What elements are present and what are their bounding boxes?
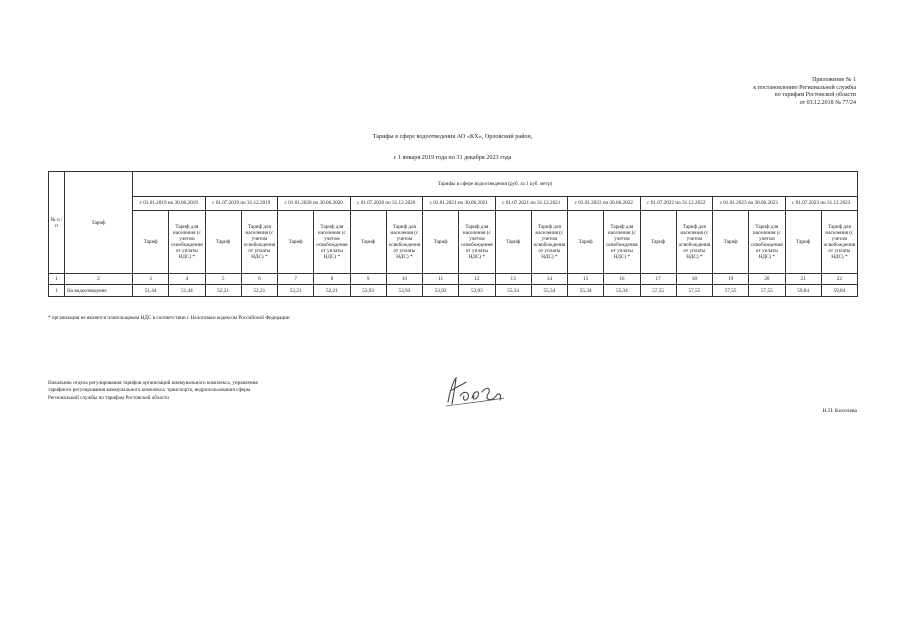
subheader-population-tariff: Тариф для населения (с учетом освобождения от уплаты НДС) * — [459, 211, 495, 274]
tariff-value: 52,21 — [205, 285, 241, 297]
column-number: 22 — [821, 274, 857, 285]
tariff-value: 53,93 — [459, 285, 495, 297]
header-tariff: Тариф — [65, 172, 133, 274]
subheader-tariff: Тариф — [640, 211, 676, 274]
tariff-value: 57,55 — [713, 285, 749, 297]
column-number: 9 — [350, 274, 386, 285]
document-title: Тарифы в сфере водоотведения АО «КХ», Орловский район, — [372, 133, 533, 140]
period-header: с 01.01.2021 по 30.06.2021 — [423, 197, 496, 211]
tariff-value: 55,34 — [531, 285, 567, 297]
subheader-tariff: Тариф — [568, 211, 604, 274]
subheader-population-tariff: Тариф для населения (с учетом освобождения от уплаты НДС) * — [241, 211, 277, 274]
tariff-value: 51,44 — [133, 285, 169, 297]
column-number: 1 — [49, 274, 65, 285]
period-header: с 01.01.2022 по 30.06.2022 — [568, 197, 641, 211]
tariff-value: 59,84 — [785, 285, 821, 297]
column-number: 13 — [495, 274, 531, 285]
appendix-line-3: по тарифам Ростовской области — [774, 92, 856, 99]
tariff-value: 57,55 — [749, 285, 785, 297]
column-number: 5 — [205, 274, 241, 285]
appendix-line-4: от 03.12.2018 № 77/24 — [799, 99, 856, 106]
column-number: 20 — [749, 274, 785, 285]
column-number: 6 — [241, 274, 277, 285]
tariff-value: 55,34 — [495, 285, 531, 297]
column-number: 4 — [169, 274, 205, 285]
appendix-line-2: к постановлению Региональной службы — [753, 84, 856, 91]
column-number: 21 — [785, 274, 821, 285]
tariff-value: 52,21 — [314, 285, 350, 297]
handwritten-signature — [440, 372, 510, 412]
subheader-population-tariff: Тариф для населения (с учетом освобождения от уплаты НДС) * — [676, 211, 712, 274]
tariff-value: 53,93 — [423, 285, 459, 297]
document-subtitle: с 1 января 2019 года по 31 декабря 2023 года — [393, 154, 512, 161]
appendix-line-1: Приложение № 1 — [812, 77, 856, 83]
subheader-population-tariff: Тариф для населения (с учетом освобождения от уплаты НДС) * — [169, 211, 205, 274]
signer-name: Н.П. Киселева — [822, 408, 857, 414]
signer-position: Начальник отдела регулирования тарифов организаций коммунального комплекса, управления тарифного регулирования коммунального комплекса, транспорта, недропользования сферы Региональной службы по тарифам Ростовской области — [48, 380, 258, 401]
footnote: * организация не является плательщиком НДС в соответствии с Налоговым кодексом Российской Федерации — [48, 315, 290, 321]
tariff-value: 57,55 — [676, 285, 712, 297]
column-number: 10 — [386, 274, 422, 285]
column-number: 12 — [459, 274, 495, 285]
tariff-value: 55,34 — [604, 285, 640, 297]
subheader-tariff: Тариф — [350, 211, 386, 274]
column-number: 3 — [133, 274, 169, 285]
header-group: Тарифы в сфере водоотведения (руб. за 1 куб. метр) — [133, 172, 858, 197]
tariff-value: 55,34 — [568, 285, 604, 297]
column-number: 17 — [640, 274, 676, 285]
tariff-value: 53,93 — [386, 285, 422, 297]
period-header: с 01.07.2023 по 31.12.2023 — [785, 197, 858, 211]
subheader-population-tariff: Тариф для населения (с учетом освобождения от уплаты НДС) * — [386, 211, 422, 274]
period-header: с 01.01.2023 по 30.06.2023 — [713, 197, 786, 211]
period-header: с 01.07.2022 по 31.12.2022 — [640, 197, 713, 211]
subheader-tariff: Тариф — [713, 211, 749, 274]
subheader-tariff: Тариф — [495, 211, 531, 274]
period-header: с 01.01.2019 по 30.06.2019 — [133, 197, 206, 211]
tariff-table — [48, 171, 858, 297]
subheader-population-tariff: Тариф для населения (с учетом освобождения от уплаты НДС) * — [531, 211, 567, 274]
subheader-population-tariff: Тариф для населения (с учетом освобождения от уплаты НДС) * — [749, 211, 785, 274]
subheader-tariff: Тариф — [205, 211, 241, 274]
tariff-value: 57,55 — [640, 285, 676, 297]
subheader-population-tariff: Тариф для населения (с учетом освобождения от уплаты НДС) * — [821, 211, 857, 274]
row-name: На водоотведение — [65, 285, 133, 297]
column-number: 11 — [423, 274, 459, 285]
period-header: с 01.07.2021 по 31.12.2021 — [495, 197, 568, 211]
header-no: № п / п — [49, 172, 65, 274]
column-number: 19 — [713, 274, 749, 285]
period-header: с 01.01.2020 по 30.06.2020 — [278, 197, 351, 211]
subheader-tariff: Тариф — [278, 211, 314, 274]
subheader-tariff: Тариф — [423, 211, 459, 274]
tariff-value: 52,21 — [278, 285, 314, 297]
column-number: 16 — [604, 274, 640, 285]
row-number: 1 — [49, 285, 65, 297]
tariff-value: 51,44 — [169, 285, 205, 297]
subheader-tariff: Тариф — [785, 211, 821, 274]
period-header: с 01.07.2020 по 31.12.2020 — [350, 197, 423, 211]
tariff-value: 59,84 — [821, 285, 857, 297]
column-number: 14 — [531, 274, 567, 285]
subheader-population-tariff: Тариф для населения (с учетом освобождения от уплаты НДС) * — [314, 211, 350, 274]
column-number: 15 — [568, 274, 604, 285]
column-number: 8 — [314, 274, 350, 285]
subheader-population-tariff: Тариф для населения (с учетом освобождения от уплаты НДС) * — [604, 211, 640, 274]
column-number: 2 — [65, 274, 133, 285]
column-number: 7 — [278, 274, 314, 285]
column-number: 18 — [676, 274, 712, 285]
tariff-value: 52,21 — [241, 285, 277, 297]
period-header: с 01.07.2019 по 31.12.2019 — [205, 197, 278, 211]
subheader-tariff: Тариф — [133, 211, 169, 274]
tariff-value: 53,93 — [350, 285, 386, 297]
appendix-header — [636, 77, 856, 107]
